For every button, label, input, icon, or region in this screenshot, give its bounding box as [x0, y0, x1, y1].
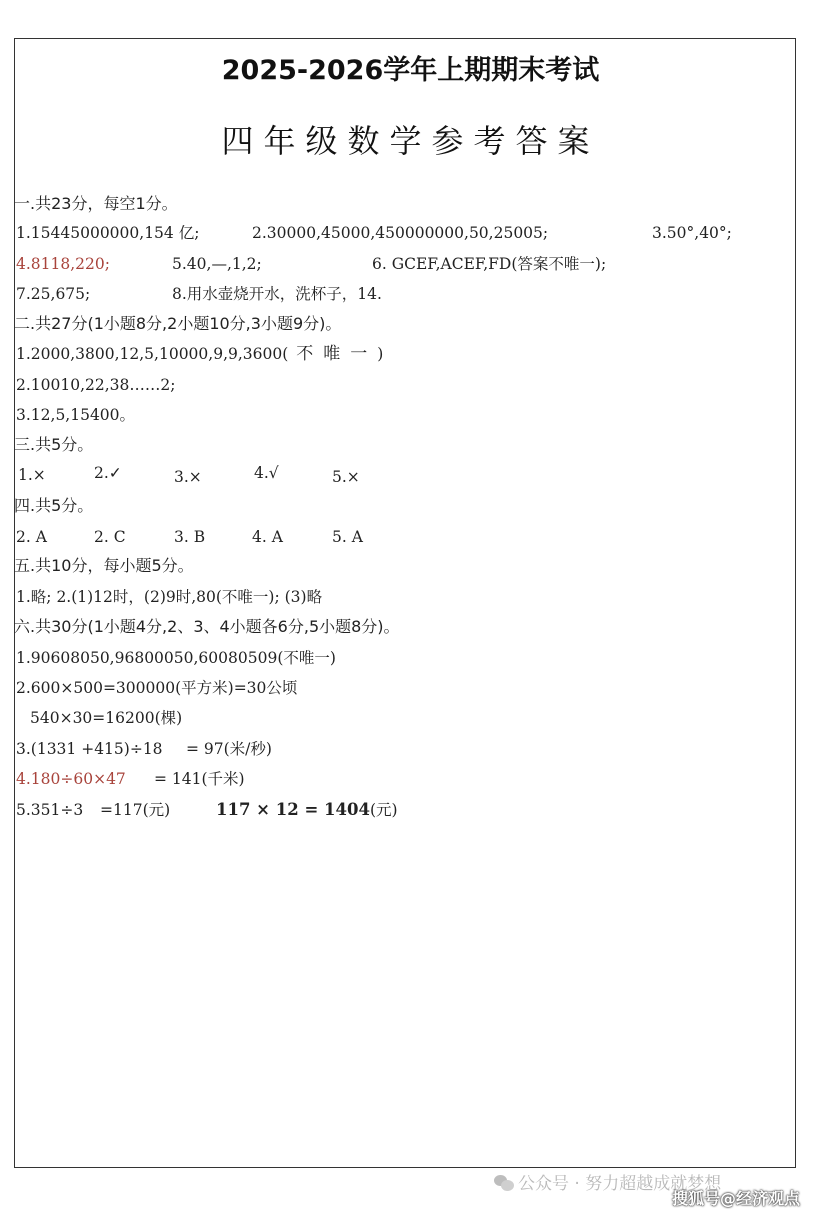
section-5-header: 五.共10分，每小题5分。	[14, 556, 194, 575]
s3-answer-1: 1.×	[18, 466, 46, 484]
s4-answer-2: 2. C	[94, 528, 126, 546]
section-6-header: 六.共30分(1小题4分,2、3、4小题各6分,5小题8分)。	[14, 617, 400, 636]
s6-answer-5-total-expr: 117 × 12 = 1404	[216, 800, 370, 819]
sohu-watermark: 搜狐号@经济观点	[672, 1189, 801, 1208]
s2-answer-1-close: )	[377, 345, 384, 363]
s5-answer-1: 1.略; 2.(1)12时，(2)9时,80(不唯一); (3)略	[16, 588, 323, 606]
s4-answer-4: 4. A	[252, 528, 283, 546]
s6-answer-5-total	[216, 799, 398, 821]
section-4-header: 四.共5分。	[14, 496, 94, 515]
s1-answer-7: 7.25,675;	[16, 285, 91, 303]
s1-answer-2: 2.30000,45000,450000000,50,25005;	[252, 224, 549, 242]
s3-answer-5: 5.×	[332, 468, 360, 486]
s3-answer-2: 2.✓	[94, 464, 122, 482]
s1-answer-4: 4.8118,220;	[16, 255, 110, 273]
s6-answer-4-result: = 141(千米)	[154, 770, 245, 788]
s6-answer-2: 2.600×500=300000(平方米)=30公顷	[16, 679, 298, 697]
s1-answer-3: 3.50°,40°;	[652, 224, 732, 242]
s2-answer-3: 3.12,5,15400。	[16, 406, 136, 424]
s4-answer-1: 2. A	[16, 528, 47, 546]
answer-key-title: 四年级数学参考答案	[221, 122, 600, 160]
wechat-icon	[494, 1175, 514, 1191]
s2-answer-1-note: 不唯一	[296, 344, 378, 364]
s4-answer-5: 5. A	[332, 528, 363, 546]
s6-answer-4: 4.180÷60×47	[16, 770, 126, 788]
s6-answer-2-step-2: 540×30=16200(棵)	[30, 709, 183, 727]
exam-title: 2025-2026学年上期期末考试	[221, 55, 600, 86]
section-3-header: 三.共5分。	[14, 435, 94, 454]
s2-answer-1-values: 1.2000,3800,12,5,10000,9,9,3600(	[16, 345, 289, 363]
s2-answer-2: 2.10010,22,38……2;	[16, 376, 176, 394]
s6-answer-5: 5.351÷3	[16, 801, 84, 819]
section-2-header: 二.共27分(1小题8分,2小题10分,3小题9分)。	[14, 314, 342, 333]
s6-answer-1: 1.90608050,96800050,60080509(不唯一)	[16, 649, 336, 667]
s2-answer-1	[16, 343, 383, 365]
wechat-watermark-text: 公众号 · 努力超越成就梦想	[518, 1174, 722, 1194]
s1-answer-6: 6. GCEF,ACEF,FD(答案不唯一);	[372, 255, 607, 273]
s1-answer-8: 8.用水壶烧开水，洗杯子，14.	[172, 285, 382, 303]
s1-answer-5: 5.40,—,1,2;	[172, 255, 262, 273]
s3-answer-3: 3.×	[174, 468, 202, 486]
s6-answer-5-total-unit: (元)	[369, 801, 398, 819]
s3-answer-4: 4.√	[254, 464, 279, 482]
s1-answer-1: 1.15445000000,154 亿;	[16, 224, 200, 242]
s6-answer-3: 3.(1331 +415)÷18	[16, 740, 163, 758]
s6-answer-5-result: =117(元)	[100, 801, 171, 819]
s4-answer-3: 3. B	[174, 528, 206, 546]
section-1-header: 一.共23分，每空1分。	[14, 194, 178, 213]
s6-answer-3-result: = 97(米/秒)	[186, 740, 272, 758]
